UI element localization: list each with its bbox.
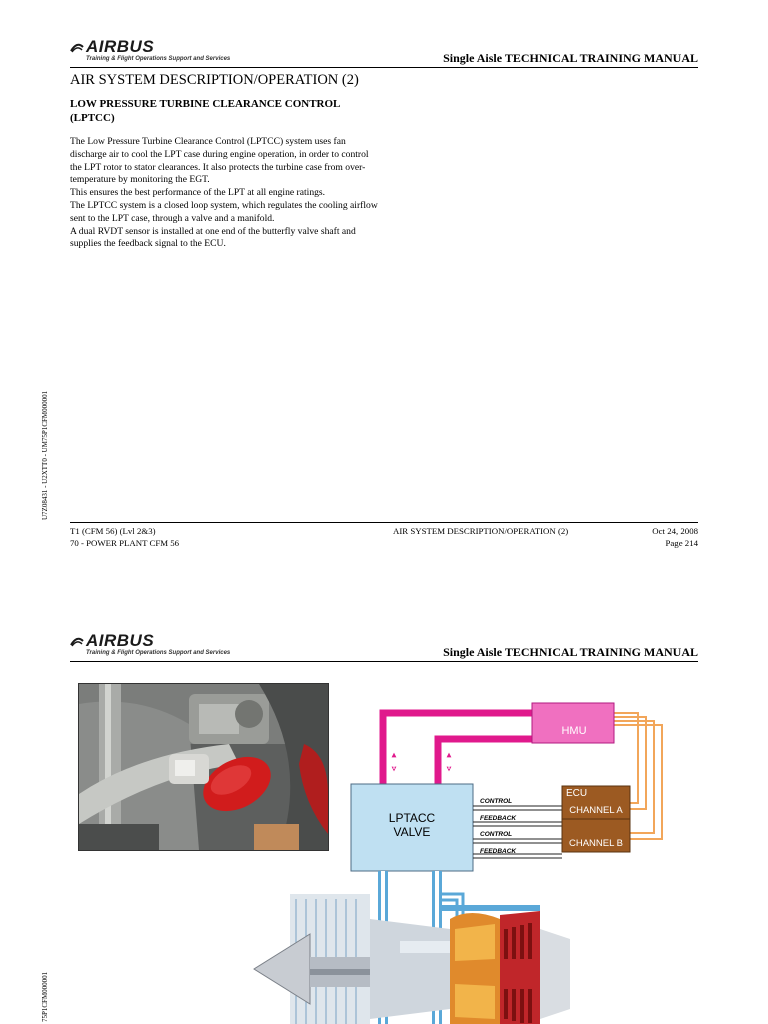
airbus-swirl-icon [70, 43, 84, 53]
hmu-valve-hydraulic-lines [383, 713, 532, 784]
channel-b-label: CHANNEL B [568, 838, 624, 849]
logo-wordmark: AIRBUS [86, 631, 155, 650]
footer-left [70, 526, 179, 549]
logo-subtitle: Training & Flight Operations Support and Services [86, 56, 231, 62]
footer-right [652, 526, 698, 549]
hmu-label: HMU [561, 725, 587, 737]
footer-page: Page 214 [665, 537, 698, 548]
paragraph: A dual RVDT sensor is installed at one end of the butterfly valve shaft and supplies the feedback signal to the ECU. [70, 225, 356, 250]
airbus-swirl-icon [70, 637, 84, 647]
footer-chapter: 70 - POWER PLANT CFM 56 [70, 537, 180, 548]
subsection-title: LOW PRESSURE TURBINE CLEARANCE CONTROL (LPTCC) [70, 98, 340, 124]
airbus-logo-bottom [70, 632, 230, 657]
body-text [70, 136, 382, 251]
header-rule [70, 67, 698, 68]
manual-title: Single Aisle TECHNICAL TRAINING MANUAL [443, 645, 698, 659]
lptcc-schematic [250, 679, 690, 1024]
logo-wordmark: AIRBUS [86, 37, 155, 56]
control-b-label: CONTROL [480, 831, 513, 838]
hmu-box [532, 703, 614, 743]
footer-section: AIR SYSTEM DESCRIPTION/OPERATION (2) [393, 526, 569, 536]
paragraph: This ensures the best performance of the LPT at all engine ratings. [70, 187, 326, 199]
header-rule [70, 661, 698, 662]
channel-a-label: CHANNEL A [569, 805, 623, 816]
footer-date: Oct 24, 2008 [652, 526, 698, 536]
footer-course: T1 (CFM 56) (Lvl 2&3) [70, 526, 156, 536]
valve-label-line2: VALVE [393, 825, 431, 839]
control-a-label: CONTROL [480, 798, 513, 805]
paragraph: The Low Pressure Turbine Clearance Control (LPTCC) system uses fan discharge air to cool the LPT case during engine operation, in order to control the LPT rotor to stator clearances. It also protects the turbine case from over-temperature by monitoring the EGT. [70, 136, 369, 186]
side-document-code: U7Z08431 - U2XTT0 - UM75P1CFM000001 [41, 390, 49, 520]
feedback-a-label: FEEDBACK [480, 815, 517, 822]
valve-label-line1: LPTACC [388, 811, 436, 825]
engine-cutaway [254, 894, 570, 1024]
feedback-b-label: FEEDBACK [480, 848, 517, 855]
logo-subtitle: Training & Flight Operations Support and Services [86, 650, 231, 656]
section-title: AIR SYSTEM DESCRIPTION/OPERATION (2) [70, 72, 359, 88]
ecu-label: ECU [566, 788, 588, 799]
manual-title: Single Aisle TECHNICAL TRAINING MANUAL [443, 51, 698, 65]
paragraph: The LPTCC system is a closed loop system, which regulates the cooling airflow sent to the LPT case, through a valve and a manifold. [70, 199, 378, 224]
footer-rule [70, 522, 698, 523]
airbus-logo-top [70, 38, 230, 63]
side-document-code: 75P1CFM000001 [41, 971, 49, 1022]
